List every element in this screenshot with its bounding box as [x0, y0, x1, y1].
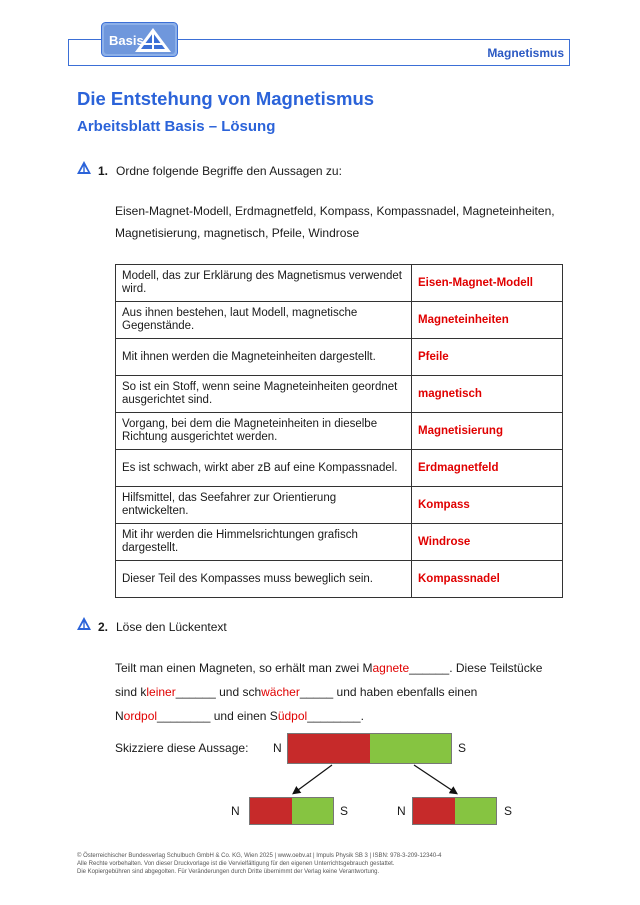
term-list-line-1: Eisen-Magnet-Modell, Erdmagnetfeld, Kompass, Kompassnadel, Magneteinheiten,: [115, 204, 555, 218]
statement-cell: Mit ihr werden die Himmelsrichtungen grafisch dargestellt.: [116, 524, 412, 561]
south-half: [292, 798, 333, 824]
answer-cell: Kompass: [412, 487, 563, 524]
cloze-answer: ordpol: [123, 709, 158, 723]
term-list-line-2: Magnetisierung, magnetisch, Pfeile, Windrose: [115, 226, 360, 240]
footer-line-2: Alle Rechte vorbehalten. Von dieser Druckvorlage ist die Vervielfältigung für den eigenen Unterrichtsgebrauch gestattet.: [77, 861, 395, 867]
cloze-line-3: [115, 704, 585, 728]
cloze-answer: wächer: [261, 685, 300, 699]
cloze-text-part: _____ und haben ebenfalls einen: [299, 685, 478, 699]
answer-cell: Eisen-Magnet-Modell: [412, 265, 563, 302]
north-half: [288, 734, 370, 763]
north-pole-label: N: [231, 804, 240, 818]
logo-text: Basis: [109, 33, 144, 48]
statement-cell: Modell, das zur Erklärung des Magnetismus verwendet wird.: [116, 265, 412, 302]
footer-line-1: © Österreichischer Bundesverlag Schulbuch GmbH & Co. KG, Wien 2025 | www.oebv.at | Impuls Physik SB 3 | ISBN: 978-3-209-12340-4: [77, 853, 442, 859]
task-2-instruction: Löse den Lückentext: [116, 620, 227, 634]
south-half: [370, 734, 451, 763]
south-pole-label: S: [458, 741, 467, 755]
cloze-text-part: N: [115, 709, 124, 723]
north-pole-label: N: [397, 804, 406, 818]
bar-magnet-large: [287, 733, 452, 764]
cloze-text-part: ________.: [307, 709, 364, 723]
table-row: [116, 302, 563, 339]
table-row: [116, 487, 563, 524]
statement-cell: Hilfsmittel, das Seefahrer zur Orientierung entwickelten.: [116, 487, 412, 524]
term-list: [115, 200, 575, 244]
north-half: [413, 798, 455, 824]
statement-cell: Dieser Teil des Kompasses muss beweglich sein.: [116, 561, 412, 598]
table-row: [116, 376, 563, 413]
north-pole-label: N: [273, 741, 282, 755]
bar-magnet-small-right: [412, 797, 497, 825]
statement-cell: Es ist schwach, wirkt aber zB auf eine Kompassnadel.: [116, 450, 412, 487]
answer-cell: Erdmagnetfeld: [412, 450, 563, 487]
table-row: [116, 561, 563, 598]
level-triangle-icon: [77, 617, 91, 630]
task-1-number: 1.: [98, 164, 109, 178]
bar-magnet-small-left: [249, 797, 334, 825]
cloze-text-part: sind k: [115, 685, 147, 699]
table-row: [116, 450, 563, 487]
cloze-text-part: ________ und einen S: [157, 709, 278, 723]
task-2-number: 2.: [98, 620, 109, 634]
cloze-answer: üdpol: [277, 709, 308, 723]
table-row: [116, 339, 563, 376]
answer-cell: Magnetisierung: [412, 413, 563, 450]
task-1-instruction: Ordne folgende Begriffe den Aussagen zu:: [116, 164, 342, 178]
north-half: [250, 798, 292, 824]
cloze-answer: agnete: [372, 661, 410, 675]
table-row: [116, 265, 563, 302]
answer-cell: Kompassnadel: [412, 561, 563, 598]
answer-cell: Pfeile: [412, 339, 563, 376]
statement-cell: Aus ihnen bestehen, laut Modell, magnetische Gegenstände.: [116, 302, 412, 339]
south-half: [455, 798, 496, 824]
footer-line-3: Die Kopiergebühren sind abgegolten. Für Veränderungen durch Dritte übernimmt der Verlag keine Verantwortung.: [77, 869, 380, 875]
cloze-text-part: ______. Diese Teilstücke: [409, 661, 543, 675]
cloze-line-2: [115, 680, 585, 704]
basis-logo: [101, 22, 178, 57]
cloze-text-part: Teilt man einen Magneten, so erhält man zwei M: [115, 661, 373, 675]
footer: [77, 852, 577, 876]
table-row: [116, 524, 563, 561]
cloze-line-1: [115, 656, 585, 680]
cloze-text: [115, 656, 585, 728]
table-row: [116, 413, 563, 450]
south-pole-label: S: [504, 804, 513, 818]
header-topic: Magnetismus: [487, 46, 564, 60]
south-pole-label: S: [340, 804, 349, 818]
page-title: Die Entstehung von Magnetismus: [77, 88, 375, 109]
level-triangle-icon: [77, 161, 91, 174]
answer-cell: Magneteinheiten: [412, 302, 563, 339]
answer-cell: Windrose: [412, 524, 563, 561]
sketch-label: Skizziere diese Aussage:: [115, 741, 249, 755]
statement-cell: Mit ihnen werden die Magneteinheiten dargestellt.: [116, 339, 412, 376]
cloze-answer: leiner: [146, 685, 176, 699]
statement-cell: Vorgang, bei dem die Magneteinheiten in dieselbe Richtung ausgerichtet werden.: [116, 413, 412, 450]
statement-cell: So ist ein Stoff, wenn seine Magneteinheiten geordnet ausgerichtet sind.: [116, 376, 412, 413]
page-subtitle: Arbeitsblatt Basis – Lösung: [77, 118, 276, 135]
cloze-text-part: ______ und sch: [175, 685, 262, 699]
answer-table: [115, 264, 563, 598]
answer-cell: magnetisch: [412, 376, 563, 413]
